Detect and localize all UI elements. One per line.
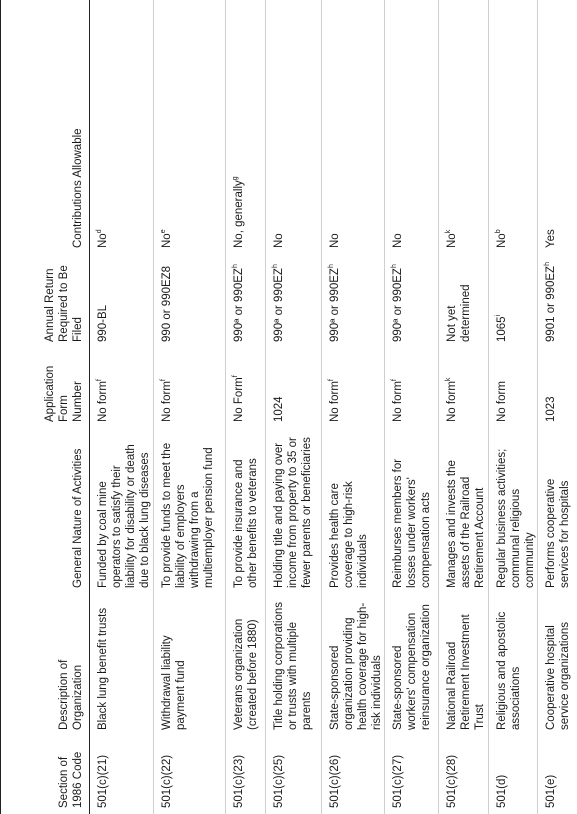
contributions-cell [385,0,439,254]
header-activities: General Nature of Activities [1,428,90,594]
form-cell [537,348,577,428]
contributions-cell [321,0,385,254]
section-text: 501(c)(21) [97,754,109,808]
contributions-text: No [446,233,459,248]
activities-text: Reimburses members for losses under workers' compensation acts [392,458,433,588]
contributions-text: No [97,233,109,248]
section-text: 501(c)(23) [232,754,245,808]
form-text: No form [446,381,459,422]
form-cell [153,348,225,428]
form-cell [385,348,439,428]
description-text: Religious and apostolic associations [495,611,522,730]
table-row [488,0,537,814]
table-row [153,0,225,814]
activities-text: Funded by coal mine operators to satisfy their liability for disability or death due to black lung diseases [97,444,152,588]
section-text: 501(c)(25) [272,754,285,808]
contributions-cell [265,0,321,254]
activities-cell [537,428,577,594]
description-cell [90,594,154,736]
activities-cell [265,428,321,594]
return-text: 990ª or 990EZ [328,268,341,342]
section-cell [265,736,321,814]
activities-text: Holding title and paying over income from property to 35 or fewer parents or beneficiaries [272,437,313,588]
form-text: No form [495,381,508,422]
description-text: Title holding corporations or trusts with multiple parents [272,601,313,730]
activities-cell [439,428,488,594]
section-text: 501(c)(27) [392,754,405,808]
footnote-marker: f [159,379,167,382]
header-section: Section of 1986 Code [1,736,90,814]
return-cell [153,254,225,348]
table-body [90,0,577,814]
header-form: Application Form Number [1,348,90,428]
footnote-marker: h [544,262,552,266]
section-cell [225,736,265,814]
return-text: 1065 [495,316,508,342]
section-cell [321,736,385,814]
description-cell [488,594,537,736]
activities-cell [385,428,439,594]
form-text: 1023 [544,396,557,422]
header-row [1,0,90,814]
return-cell [321,254,385,348]
description-text: Black lung benefit trusts [97,607,109,730]
contributions-cell [537,0,577,254]
table-row [321,0,385,814]
return-text: 990-BL [97,304,109,342]
contributions-cell [225,0,265,254]
description-text: State-sponsored workers' compensation reinsurance organization [392,604,433,730]
form-cell [488,348,537,428]
footnote-marker: f [96,379,104,382]
section-text: 501(c)(28) [446,754,459,808]
contributions-text: No [495,233,508,248]
return-text: 990ª or 990EZ [392,268,405,342]
description-cell [439,594,488,736]
footnote-marker: h [391,264,399,269]
activities-cell [153,428,225,594]
section-cell [385,736,439,814]
footnote-marker: f [231,375,239,378]
form-cell [265,348,321,428]
contributions-text: No [328,233,341,248]
contributions-text: No [392,233,405,248]
form-cell [321,348,385,428]
description-text: Withdrawal liability payment fund [160,635,187,730]
footnote-marker: f [391,379,399,382]
return-cell [225,254,265,348]
header-description: Description of Organization [1,594,90,736]
footnote-marker: h [327,264,335,269]
activities-cell [90,428,154,594]
section-text: 501(e) [544,774,557,808]
description-cell [153,594,225,736]
form-cell [439,348,488,428]
section-text: 501(c)(26) [328,754,341,808]
return-cell [90,254,154,348]
section-text: 501(c)(22) [160,754,173,808]
contributions-cell [488,0,537,254]
description-cell [321,594,385,736]
activities-text: Regular business activities; communal religious community [495,448,536,588]
return-cell [439,254,488,348]
contributions-cell [439,0,488,254]
form-text: No form [160,381,173,422]
footnote-marker: b [494,229,502,234]
table-row [265,0,321,814]
footnote-marker: k [445,377,453,382]
form-text: No form [97,381,109,422]
description-text: State-sponsored organization providing health coverage for high-risk individuals [328,602,383,730]
form-text: 1024 [272,396,285,422]
section-cell [439,736,488,814]
description-text: Cooperative hospital service organizations [544,621,572,730]
return-cell [265,254,321,348]
table-row [439,0,488,814]
return-cell [488,254,537,348]
footnote-marker: k [445,229,453,234]
form-text: No form [392,381,405,422]
footnote-marker: e [159,229,167,234]
return-text: 9901 or 990EZ [544,265,557,342]
activities-cell [225,428,265,594]
contributions-text: No [160,233,173,248]
table-row [537,0,577,814]
activities-cell [488,428,537,594]
footnote-marker: g [231,176,239,181]
form-text: No Form [232,377,245,422]
footnote-marker: d [96,229,104,234]
section-cell [153,736,225,814]
contributions-cell [153,0,225,254]
contributions-cell [90,0,154,254]
return-cell [385,254,439,348]
footnote-marker: h [231,264,239,269]
form-cell [90,348,154,428]
footnote-marker: f [327,379,335,382]
activities-text: Provides health care coverage to high-risk individuals [328,481,369,588]
contributions-text: No, generally [232,180,245,248]
form-cell [225,348,265,428]
table-row [90,0,154,814]
description-text: National Railroad Retirement Investment Trust [446,614,487,730]
activities-cell [321,428,385,594]
header-contributions: Contributions Allowable [1,0,90,254]
header-return: Annual Return Required to Be Filed [1,254,90,348]
section-cell [90,736,154,814]
return-text: 990ª or 990EZ [272,268,285,342]
description-cell [265,594,321,736]
description-cell [225,594,265,736]
activities-text: To provide funds to meet the liability of employers withdrawing from a multiemployer pension fund [160,442,215,588]
table-row [225,0,265,814]
description-text: Veterans organization (created before 1880) [232,618,259,730]
table-row [385,0,439,814]
description-cell [537,594,577,736]
description-cell [385,594,439,736]
return-text: 990ª or 990EZ [232,268,245,342]
footnote-marker: h [271,264,279,269]
return-text: 990 or 990EZ8 [160,265,173,342]
activities-text: Performs cooperative services for hospitals [544,478,572,588]
contributions-text: No [272,233,285,248]
section-text: 501(d) [495,774,508,808]
return-cell [537,254,577,348]
section-cell [537,736,577,814]
section-cell [488,736,537,814]
return-text: Not yet determined [446,284,473,342]
contributions-text: Yes [544,229,557,248]
footnote-marker: i [494,314,502,317]
form-text: No form [328,381,341,422]
activities-text: Manages and invests the assets of the Railroad Retirement Account [446,460,487,588]
activities-text: To provide insurance and other benefits to veterans [232,458,259,588]
